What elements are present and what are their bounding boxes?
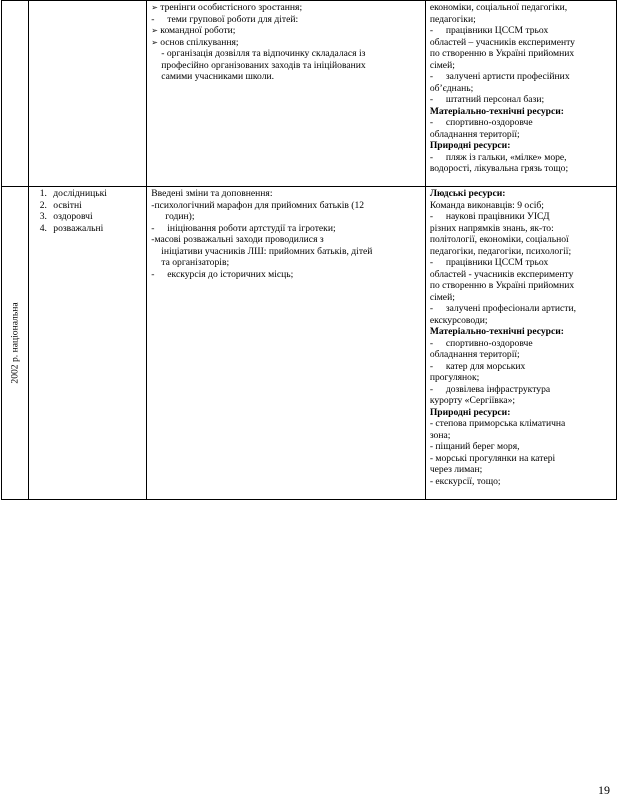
line-text: ініціативи учасників ЛШ: прийомних батьків, дітей [161,245,373,257]
list-item: 2. освітні [49,200,142,212]
text-line [430,372,612,384]
text-line [430,361,612,373]
text-line [430,117,612,129]
text-line [430,48,612,60]
text-line [430,246,612,258]
text-line [430,129,612,141]
list-item: 1. дослідницькі [49,188,142,200]
year-cell [2,187,29,500]
text-line [430,106,612,118]
text-line [151,37,421,49]
text-line [430,418,612,430]
list-item: 4. розважальні [49,223,142,235]
line-text: самими учасниками школи. [161,71,275,82]
text-line [151,60,421,72]
line-text: спортивно-оздоровче [445,337,533,349]
line-text: тренінги особистісного зростання; [160,2,303,13]
text-line [430,303,612,315]
line-text: областей – учасників експерименту [429,36,575,48]
text-line [430,223,612,235]
text-line [151,188,421,200]
line-text: -масові розважальні заходи проводилися з [151,234,324,245]
text-line [151,211,421,223]
line-text: - морські прогулянки на катері [429,452,556,464]
dash-bullet: - [429,25,434,36]
line-text: - піщаний берег моря, [429,441,520,452]
line-text: професійно організованих заходів та ініційованих [161,59,366,71]
text-line [430,269,612,281]
line-text: командної роботи; [160,25,236,36]
line-text: через лиман; [429,464,483,475]
activities-cell [147,187,426,500]
text-line [430,395,612,407]
text-line [430,453,612,465]
text-line [151,2,421,14]
line-text: сімей; [429,291,455,303]
line-text: працівники ЦССМ трьох [445,257,549,268]
dash-bullet: - [429,337,434,349]
line-text: областей - учасників експерименту [429,268,574,280]
text-line [430,2,612,14]
line-text: водорості, лікувальна грязь тощо; [429,163,569,174]
text-line [430,338,612,350]
text-line [151,223,421,235]
line-text: теми групової роботи для дітей: [167,13,299,25]
text-line [430,152,612,164]
text-line [430,430,612,442]
arrow-bullet-icon: ➢ [151,3,158,12]
line-text: екскурсія до історичних місць; [167,268,294,280]
line-text: Природні ресурси: [429,406,511,418]
arrow-bullet-icon: ➢ [151,26,158,35]
text-line [430,188,612,200]
line-text: зона; [429,429,451,441]
line-text: сімей; [429,59,455,71]
text-line [151,257,421,269]
text-line [151,48,421,60]
line-text: педагогіки, педагогіки, психології; [429,245,572,257]
line-text: ініціювання роботи артстудії та ігротеки; [167,222,336,234]
line-text: педагогіки; [429,13,476,25]
line-text: наукові працівники УІСД [445,211,550,222]
table-row [2,187,617,500]
line-text: основ спілкування; [160,36,239,48]
line-text: різних напрямків знань, як-то: [429,222,554,234]
text-line [151,200,421,212]
line-text: екскурсоводи; [429,314,488,326]
text-line [430,280,612,292]
dash-bullet: - [429,151,434,163]
text-line [151,25,421,37]
dash-bullet: - [429,257,434,268]
dash-bullet: - [151,13,155,25]
line-text: обладнання території; [429,128,520,140]
line-text: годин); [165,211,195,222]
text-line [430,60,612,72]
line-text: обладнання території; [429,349,520,360]
arrow-bullet-icon: ➢ [151,37,158,47]
line-text: пляж із гальки, «мілке» море, [445,151,567,163]
text-line [430,14,612,26]
line-text: - екскурсії, тощо; [429,475,501,487]
line-text: Команда виконавців: 9 осіб; [429,199,544,211]
page-number: 19 [598,783,610,797]
dash-bullet: - [429,94,434,105]
directions-list [33,188,142,234]
directions-cell [29,1,147,187]
line-text: - степова приморська кліматична [429,418,566,429]
resources-cell [425,187,616,500]
activities-cell [147,1,426,187]
line-text: залучені професіонали артисти, [445,303,577,314]
line-text: працівники ЦССМ трьох [445,25,549,36]
dash-bullet: - [429,117,434,128]
dash-bullet: - [151,268,155,280]
text-line [430,140,612,152]
line-text: Матеріально-технічні ресурси: [429,105,564,117]
text-line [430,476,612,488]
line-text: - організація дозвілля та відпочинку складалася із [161,48,366,59]
text-line [430,200,612,212]
text-line [151,269,421,281]
line-text: курорту «Сергіївка»; [429,395,516,406]
line-text: прогулянок; [429,372,480,383]
dash-bullet: - [429,303,434,314]
line-text: дозвілева інфраструктура [445,383,551,395]
directions-cell [29,187,147,500]
text-line [151,14,421,26]
line-text: залучені артисти професійних [445,71,570,82]
text-line [430,71,612,83]
list-item: 3. оздоровчі [49,211,142,223]
text-line [430,83,612,95]
text-line [151,71,421,83]
text-line [430,464,612,476]
line-text: економіки, соціальної педагогіки, [429,2,568,13]
text-line [430,257,612,269]
resources-cell [425,1,616,187]
text-line [430,292,612,304]
table-row [2,1,617,187]
dash-bullet: - [429,360,434,372]
line-text: Матеріально-технічні ресурси: [429,326,564,337]
dash-bullet: - [429,383,434,395]
line-text: та організаторів; [161,257,230,268]
year-label: 2002 р. національна [9,302,21,384]
line-text: Природні ресурси: [429,140,511,151]
resources-table [1,0,617,500]
line-text: Людські ресурси: [429,188,506,199]
line-text: по створенню в Україні прийомних [429,280,575,291]
line-text: по створенню в Україні прийомних [429,48,575,59]
text-line [430,349,612,361]
text-line [430,211,612,223]
text-line [430,163,612,175]
text-line [430,37,612,49]
text-line [430,315,612,327]
dash-bullet: - [429,71,434,82]
text-line [430,326,612,338]
text-line [151,246,421,258]
dash-bullet: - [151,222,155,234]
text-line [151,234,421,246]
text-line [430,234,612,246]
line-text: об’єднань; [429,82,474,94]
text-line [430,94,612,106]
line-text: штатний персонал бази; [445,94,545,105]
line-text: політології, економіки, соціальної [429,234,569,245]
text-line [430,407,612,419]
line-text: Введені зміни та доповнення: [151,188,273,199]
text-line [430,384,612,396]
dash-bullet: - [429,211,434,222]
text-line [430,25,612,37]
text-line [430,441,612,453]
line-text: -психологічний марафон для прийомних батьків (12 [151,199,365,211]
line-text: спортивно-оздоровче [445,117,533,128]
line-text: катер для морських [445,360,526,372]
year-cell [2,1,29,187]
